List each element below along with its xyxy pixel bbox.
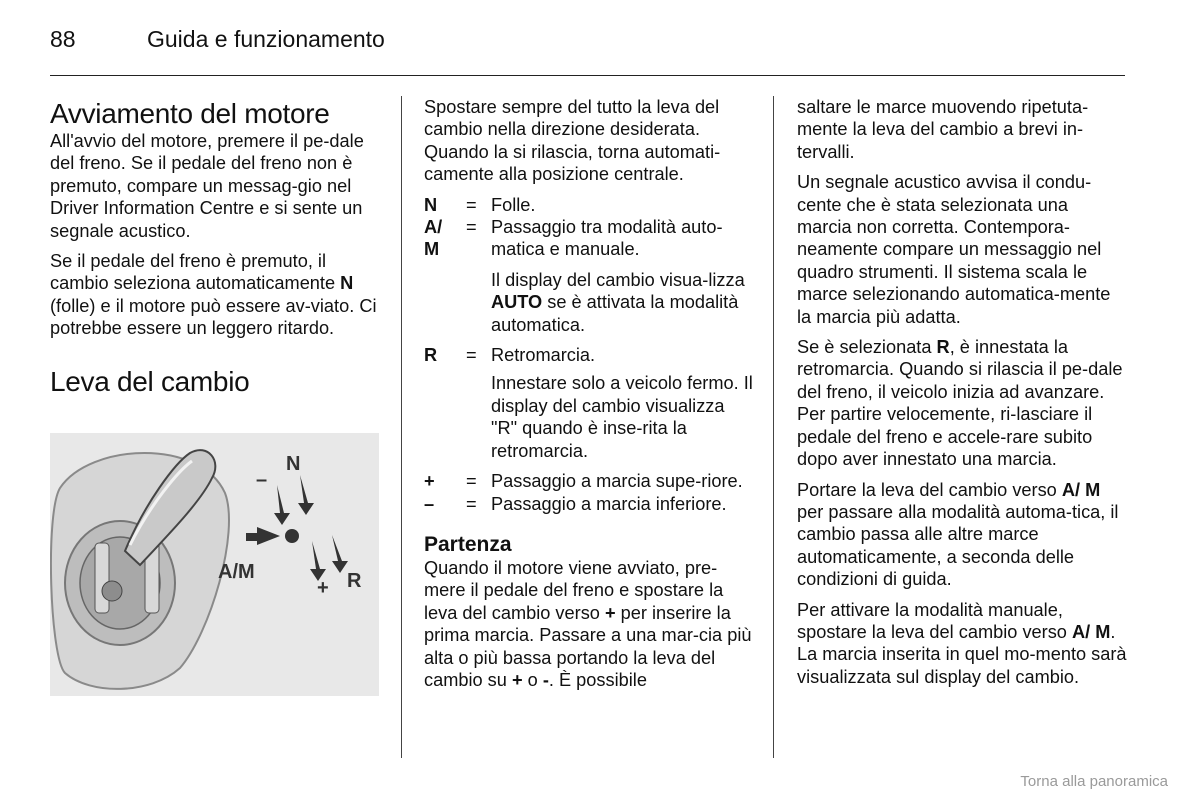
- heading-avviamento: Avviamento del motore: [50, 98, 330, 129]
- paragraph: Spostare sempre del tutto la leva del cambio nella direzione desiderata. Quando la si rilascia, torna automati-camente alla posizione centrale.: [424, 97, 721, 185]
- figure-label-n: N: [286, 453, 301, 475]
- term-note: Innestare solo a veicolo fermo. Il display del cambio visualizza "R" quando è inse-rita la retromarcia.: [491, 373, 753, 461]
- paragraph: All'avvio del motore, premere il pe-dale del freno. Se il pedale del freno non è premuto, compare un messag-gio nel Driver Information Centre e si sente un segnale acustico.: [50, 131, 364, 241]
- column-1: [50, 98, 382, 398]
- term-r: R = Retromarcia.: [424, 345, 596, 366]
- column-3: [797, 96, 1127, 696]
- gear-lever-illustration: [50, 433, 379, 696]
- term-plus: + = Passaggio a marcia supe-riore.: [424, 471, 743, 492]
- column-divider: [773, 96, 774, 758]
- header-divider: [50, 75, 1125, 76]
- paragraph: Quando il motore viene avviato, pre-mere il pedale del freno e spostare la leva del cambio verso + per inserire la prima marcia. Passare a una mar-cia più alta o più bassa portando la leva del cambio su + o -. È possibile: [424, 557, 752, 690]
- term-note: Il display del cambio visua-lizza AUTO se è attivata la modalità automatica.: [491, 269, 745, 335]
- column-2: [424, 96, 754, 699]
- paragraph: saltare le marce muovendo ripetuta-mente la leva del cambio a brevi in-tervalli.: [797, 97, 1089, 162]
- heading-leva-del-cambio: Leva del cambio: [50, 365, 250, 397]
- page-number: 88: [50, 26, 76, 52]
- paragraph: Un segnale acustico avvisa il condu-cente che è stata selezionata una marcia non corretta. Contempora-neamente compare un messaggio nel quadro strumenti. Il sistema scala le marce selezionando automatica-mente la marcia più adatta.: [797, 172, 1111, 327]
- figure-label-am: A/M: [218, 561, 255, 583]
- paragraph: Per attivare la modalità manuale, spostare la leva del cambio verso A/ M. La marcia inserita in quel mo-mento sarà visualizzata sul display del cambio.: [797, 599, 1127, 687]
- back-to-overview-link[interactable]: Torna alla panoramica: [1020, 773, 1168, 790]
- paragraph: Portare la leva del cambio verso A/ M per passare alla modalità automa-tica, il cambio passa alle altre marce automaticamente, a seconda delle condizioni di guida.: [797, 479, 1119, 590]
- term-n: N = Folle.: [424, 194, 536, 215]
- figure-label-r: R: [347, 570, 362, 592]
- gear-lever-drawing: [50, 433, 379, 696]
- section-title: Guida e funzionamento: [147, 26, 385, 52]
- paragraph: Se il pedale del freno è premuto, il cambio seleziona automaticamente N (folle) e il motore può essere av-viato. Ci potrebbe essere un leggero ritardo.: [50, 251, 377, 339]
- term-am: A/ M = Passaggio tra modalità auto-matica e manuale.: [424, 217, 723, 260]
- figure-label-plus: +: [317, 577, 329, 599]
- heading-partenza: Partenza: [424, 532, 512, 556]
- column-divider: [401, 96, 402, 758]
- term-minus: – = Passaggio a marcia inferiore.: [424, 493, 727, 514]
- figure-label-minus: –: [256, 469, 268, 491]
- paragraph: Se è selezionata R, è innestata la retromarcia. Quando si rilascia il pe-dale del freno, il veicolo inizia ad avanzare. Per partire velocemente, ri-lasciare il pedale del freno e accele-rare subito dopo aver innestato una marcia.: [797, 337, 1123, 470]
